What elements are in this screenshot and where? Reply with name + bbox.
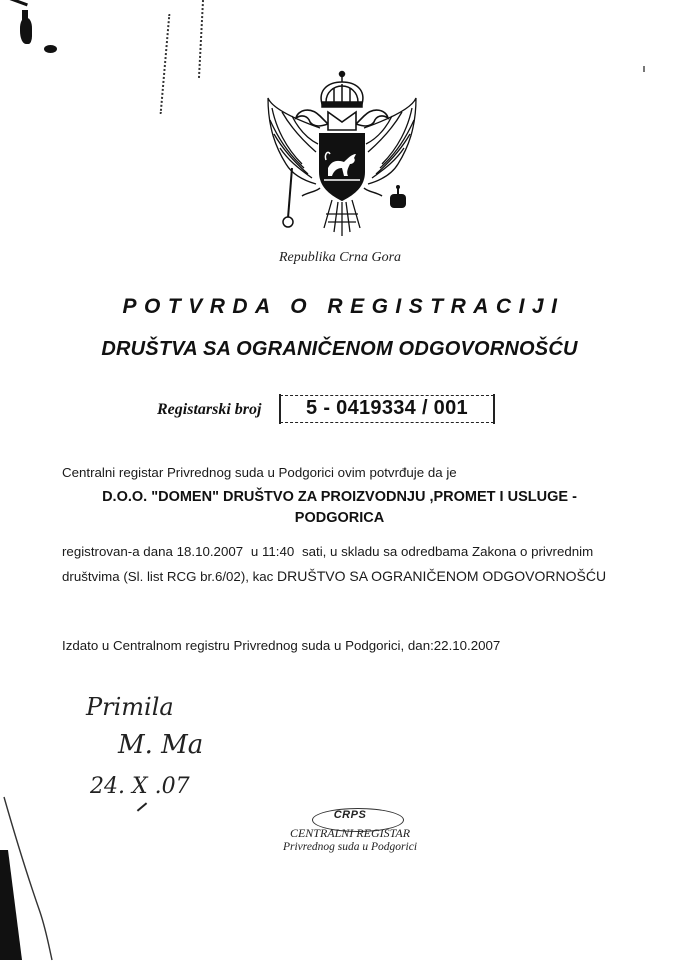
registration-number: 5 - 0419334 / 001	[306, 397, 468, 419]
document-subtitle: DRUŠTVA SA OGRANIČENOM ODGOVORNOŠĆU	[101, 338, 578, 360]
stamp-line2: Privrednog suda u Podgorici	[282, 841, 418, 853]
coat-of-arms-icon	[262, 68, 422, 248]
registered-prefix: registrovan-a dana	[62, 544, 173, 559]
scan-artifact	[8, 0, 28, 6]
handwritten-received: Primila	[86, 693, 174, 721]
registration-number-label: Registarski broj	[157, 401, 262, 418]
registered-u: u	[250, 544, 259, 559]
company-type: DRUŠTVO SA OGRANIČENOM ODGOVORNOŠĆU	[277, 568, 607, 584]
scan-artifact	[44, 45, 57, 53]
scan-artifact	[160, 14, 171, 114]
registration-number-box	[280, 395, 494, 423]
scan-artifact	[22, 10, 28, 20]
stamp-acronym: CRPS	[333, 809, 367, 821]
handwriting-stroke	[137, 802, 147, 811]
issued-date: 22.10.2007	[433, 638, 501, 653]
registered-date: 18.10.2007	[176, 544, 244, 559]
issued-line	[62, 638, 500, 653]
scan-artifact	[198, 0, 204, 78]
law-reference-line	[62, 568, 606, 584]
document-title: POTVRDA O REGISTRACIJI	[122, 295, 565, 318]
registration-sentence	[62, 544, 593, 559]
issued-prefix: Izdato u Centralnom registru Privrednog suda u Podgorici, dan:	[62, 638, 434, 653]
stamp-line1: CENTRALNI REGISTAR	[289, 826, 411, 840]
handwritten-date: 24. X .07	[90, 774, 190, 799]
coat-of-arms-caption: Republika Crna Gora	[278, 250, 402, 265]
registered-time: 11:40	[261, 544, 295, 559]
scan-artifact	[20, 18, 32, 44]
law-reference: društvima (Sl. list RCG br.6/02), kac	[62, 569, 274, 584]
scan-artifact	[643, 66, 645, 72]
company-name-line2: PODGORICA	[294, 510, 385, 526]
scan-edge-line	[0, 792, 70, 967]
intro-text: Centralni registar Privrednog suda u Podgorici ovim potvrđuje da je	[62, 465, 457, 480]
registered-suffix: sati, u skladu sa odredbama Zakona o privrednim	[301, 544, 594, 559]
company-name-line1: D.O.O. "DOMEN" DRUŠTVO ZA PROIZVODNJU ,PROMET I USLUGE -	[102, 489, 577, 505]
handwritten-signature: M. Ma	[118, 730, 204, 760]
company-name	[0, 487, 679, 529]
